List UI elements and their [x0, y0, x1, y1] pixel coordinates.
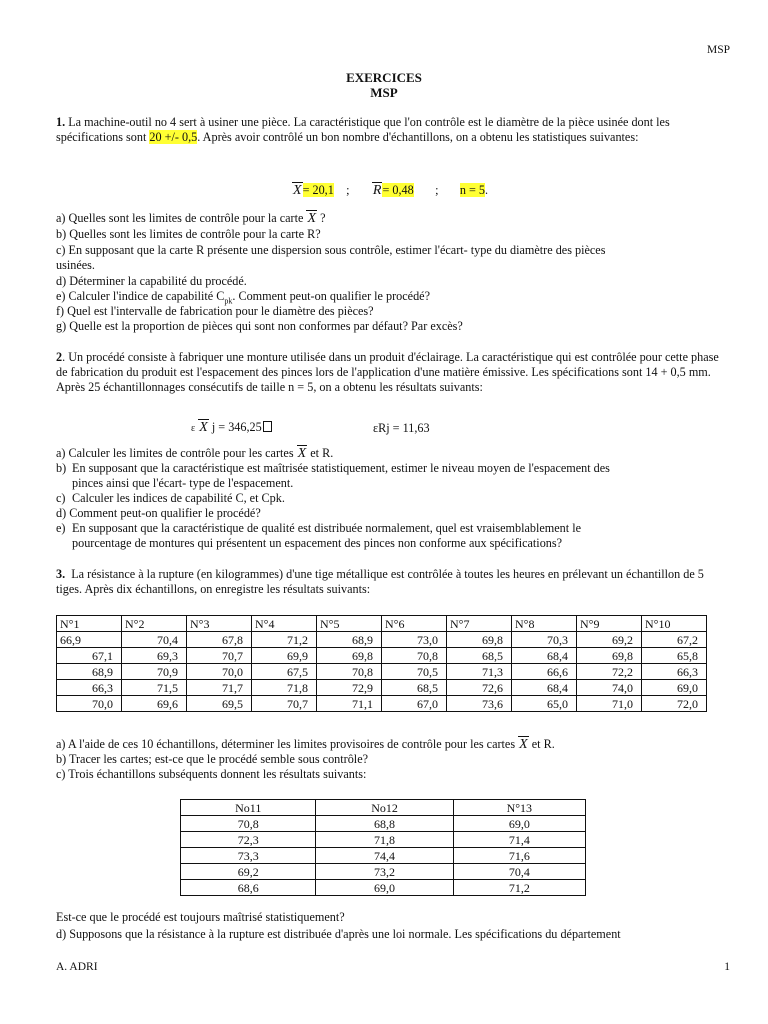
- table-cell: 69,0: [316, 880, 453, 896]
- table-cell: 65,0: [512, 696, 577, 712]
- table-row: [181, 816, 586, 832]
- table-row: [57, 632, 707, 648]
- table-cell: 71,8: [252, 680, 317, 696]
- table-cell: 65,8: [642, 648, 707, 664]
- table-cell: 69,5: [187, 696, 252, 712]
- exercise-1-question-g: g) Quelle est la proportion de pièces qui sont non conformes par défaut? Par excès?: [56, 319, 463, 333]
- table-cell: 71,6: [453, 848, 585, 864]
- table-cell: 70,8: [181, 816, 316, 832]
- table-cell: 73,6: [447, 696, 512, 712]
- table-header: N°13: [453, 800, 585, 816]
- table-header: N°3: [187, 616, 252, 632]
- table-cell: 71,0: [577, 696, 642, 712]
- exercise-2-question-d: d) Comment peut-on qualifier le procédé?: [56, 506, 261, 520]
- page-title: EXERCICES: [346, 70, 422, 85]
- table-cell: 71,2: [252, 632, 317, 648]
- table-header: N°6: [382, 616, 447, 632]
- table-cell: 67,8: [187, 632, 252, 648]
- exercise-3-question-a: a) A l'aide de ces 10 échantillons, déterminer les limites provisoires de contrôle pour les cartes X et R.: [56, 737, 555, 752]
- exercise-1-question-b: b) Quelles sont les limites de contrôle pour la carte R?: [56, 227, 321, 241]
- table-cell: 71,1: [317, 696, 382, 712]
- table-cell: 74,4: [316, 848, 453, 864]
- samples-table-1: [56, 615, 707, 712]
- table-cell: 72,6: [447, 680, 512, 696]
- table-cell: 72,2: [577, 664, 642, 680]
- table-row: [181, 832, 586, 848]
- table-cell: 71,4: [453, 832, 585, 848]
- exercise-1-question-f: f) Quel est l'intervalle de fabrication pour le diamètre des pièces?: [56, 304, 374, 318]
- table-cell: 71,8: [316, 832, 453, 848]
- exercise-3-question-d: d) Supposons que la résistance à la rupture est distribuée d'après une loi normale. Les spécifications du département: [56, 927, 621, 941]
- table-cell: 70,0: [187, 664, 252, 680]
- table-cell: 69,2: [181, 864, 316, 880]
- table-cell: 69,8: [577, 648, 642, 664]
- table-cell: 66,6: [512, 664, 577, 680]
- exercise-2-question-b-cont: pinces ainsi que l'écart- type de l'espacement.: [72, 476, 294, 490]
- table-cell: 72,0: [642, 696, 707, 712]
- table-cell: 73,0: [382, 632, 447, 648]
- table-cell: 68,5: [447, 648, 512, 664]
- xbar-symbol: X: [293, 183, 302, 198]
- table-row: [181, 864, 586, 880]
- table-cell: 74,0: [577, 680, 642, 696]
- table-header: N°10: [642, 616, 707, 632]
- table-cell: 69,8: [317, 648, 382, 664]
- spec-highlight: 20 +/- 0,5: [149, 130, 198, 144]
- table-cell: 69,2: [577, 632, 642, 648]
- exercise-1-question-e: e) Calculer l'indice de capabilité $C_{pk}$. Comment peut-on qualifier le procédé?: [56, 289, 430, 306]
- table-header: N°9: [577, 616, 642, 632]
- exercise-3-number: 3.: [56, 567, 66, 581]
- table-row: [57, 696, 707, 712]
- table-cell: 68,4: [512, 648, 577, 664]
- table-row: [181, 848, 586, 864]
- exercise-1-question-d: d) Déterminer la capabilité du procédé.: [56, 274, 247, 288]
- table-cell: 69,9: [252, 648, 317, 664]
- table-cell: 68,5: [382, 680, 447, 696]
- table-row: [57, 664, 707, 680]
- rbar-value: = 0,48: [382, 183, 414, 197]
- exercise-2-number: 2: [56, 350, 63, 364]
- table-cell: 70,7: [187, 648, 252, 664]
- table-header: N°2: [122, 616, 187, 632]
- exercise-1-number: 1.: [56, 115, 66, 129]
- table-row: [181, 880, 586, 896]
- samples-table-2: [180, 799, 586, 896]
- table-cell: 66,3: [57, 680, 122, 696]
- table-cell: 68,4: [512, 680, 577, 696]
- table-cell: 70,8: [317, 664, 382, 680]
- table-cell: 69,3: [122, 648, 187, 664]
- table-cell: 66,3: [642, 664, 707, 680]
- exercise-2-sum-r: εRj = 11,63: [373, 421, 430, 435]
- table-cell: 67,0: [382, 696, 447, 712]
- exercise-3-question-b: b) Tracer les cartes; est-ce que le procédé semble sous contrôle?: [56, 752, 369, 766]
- page-number: 1: [724, 961, 730, 973]
- exercise-2-question-e-cont: pourcentage de montures qui présentent un espacement des pinces non conforme aux spécifications?: [72, 536, 563, 550]
- table-cell: 71,5: [122, 680, 187, 696]
- table-cell: 71,2: [453, 880, 585, 896]
- table-cell: 67,2: [642, 632, 707, 648]
- table-cell: 70,3: [512, 632, 577, 648]
- exercise-3-question-c: c) Trois échantillons subséquents donnent les résultats suivants:: [56, 767, 367, 781]
- table-cell: 69,6: [122, 696, 187, 712]
- table-header: No12: [316, 800, 453, 816]
- table-cell: 67,1: [57, 648, 122, 664]
- table-cell: 70,7: [252, 696, 317, 712]
- exercise-1-question-a: a) Quelles sont les limites de contrôle pour la carte X ?: [56, 211, 326, 226]
- table-cell: 71,3: [447, 664, 512, 680]
- table-cell: 70,9: [122, 664, 187, 680]
- exercise-1-intro: 1. La machine-outil no 4 sert à usiner une pièce. La caractéristique que l'on contrôle est le diamètre de la pièce usinée dont les spécifications sont 20 +/- 0,5. Après avoir contrôlé un bon nombre d'échantillons, on a obtenu les statistiques suivantes:: [56, 115, 670, 144]
- exercise-2-question-a: a) Calculer les limites de contrôle pour les cartes X et R.: [56, 446, 334, 461]
- table-cell: 66,9: [57, 632, 122, 648]
- table-cell: 73,3: [181, 848, 316, 864]
- exercise-1-question-c-cont: usinées.: [56, 258, 95, 272]
- table-cell: 70,4: [453, 864, 585, 880]
- exercise-2-sum-x: ε X j = 346,25: [191, 420, 272, 436]
- table-cell: 69,8: [447, 632, 512, 648]
- table-row: [57, 680, 707, 696]
- table-cell: 68,9: [317, 632, 382, 648]
- table-cell: 71,7: [187, 680, 252, 696]
- table-header: No11: [181, 800, 316, 816]
- table-cell: 70,4: [122, 632, 187, 648]
- table-header: N°1: [57, 616, 122, 632]
- footer-author: A. ADRI: [56, 961, 98, 973]
- table-header-row: [181, 800, 586, 816]
- exercise-3-statement: Est-ce que le procédé est toujours maîtrisé statistiquement?: [56, 910, 345, 924]
- xbar-value: = 20,1: [302, 183, 334, 197]
- table-header: N°5: [317, 616, 382, 632]
- table-cell: 70,0: [57, 696, 122, 712]
- table-cell: 72,9: [317, 680, 382, 696]
- rbar-symbol: R: [372, 183, 382, 198]
- table-cell: 73,2: [316, 864, 453, 880]
- exercise-2-intro: 2. Un procédé consiste à fabriquer une monture utilisée dans un produit d'éclairage. La caractéristique qui est contrôlée pour cette phase de fabrication du produit est l'espacement des pinces lors de l'application d'une matière émissive. Les spécifications sont 14 + 0,5 mm. Après 25 échantillonnages consécutifs de taille n = 5, on a obtenu les résultats suivants:: [56, 350, 719, 394]
- table-header: N°7: [447, 616, 512, 632]
- table-cell: 69,0: [453, 816, 585, 832]
- sample-size: n = 5: [459, 183, 485, 197]
- page-header-label: MSP: [706, 44, 730, 56]
- missing-glyph-box: [263, 421, 272, 432]
- table-cell: 68,9: [57, 664, 122, 680]
- page-subtitle: MSP: [370, 85, 398, 100]
- table-header: N°8: [512, 616, 577, 632]
- exercise-1-stats: X= 20,1 ; R= 0,48 ; n = 5.: [293, 183, 489, 198]
- table-cell: 72,3: [181, 832, 316, 848]
- table-cell: 68,6: [181, 880, 316, 896]
- exercise-3-intro: 3. La résistance à la rupture (en kilogrammes) d'une tige métallique est contrôlée à toutes les heures en prélevant un échantillon de 5 tiges. Après dix échantillons, on enregistre les résultats suivants:: [56, 567, 704, 596]
- exercise-1-question-c: c) En supposant que la carte R présente une dispersion sous contrôle, estimer l'écart- type du diamètre des pièces: [56, 243, 606, 257]
- table-header: N°4: [252, 616, 317, 632]
- table-cell: 70,5: [382, 664, 447, 680]
- table-cell: 70,8: [382, 648, 447, 664]
- table-cell: 68,8: [316, 816, 453, 832]
- table-row: [57, 648, 707, 664]
- table-cell: 67,5: [252, 664, 317, 680]
- table-cell: 69,0: [642, 680, 707, 696]
- table-header-row: [57, 616, 707, 632]
